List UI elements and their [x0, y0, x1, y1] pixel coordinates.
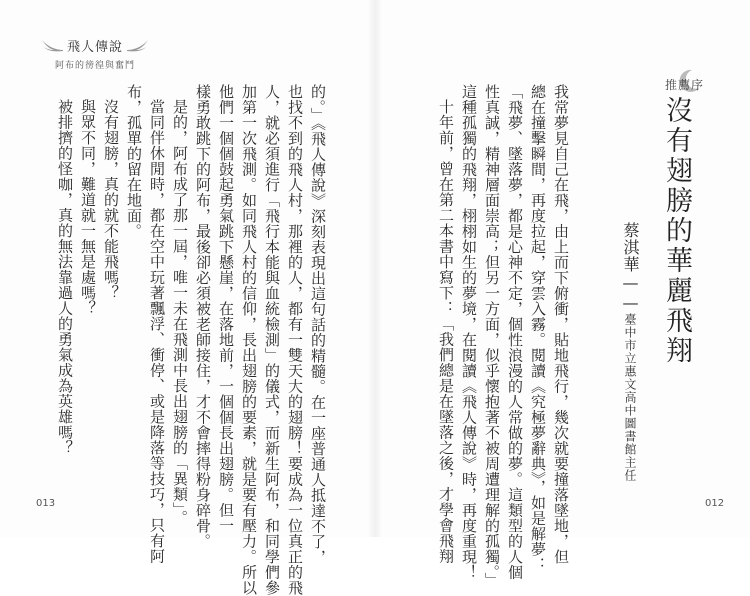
body-line: 加第一次飛測。如同飛人村的信仰，長出翅膀的要素，就是要有壓力。所以	[240, 84, 258, 596]
body-line: 總在撞擊瞬間，再度拉起，穿雲入霧。閱讀《究極夢辭典》，如是解夢：	[529, 84, 547, 573]
author-affiliation: 臺中市立惠文高中圖書館主任	[623, 313, 637, 482]
book-title: 飛人傳說	[66, 40, 123, 55]
body-line: 我常夢見自己在飛，由上而下俯衝，貼地飛行，幾次就要撞落墜地，但	[552, 84, 570, 565]
section-label: 推薦序	[665, 78, 705, 92]
body-line: 人，就必須進行「飛行本能與血統檢測」的儀式，而新生阿布，和同學們參	[263, 84, 281, 596]
body-line: 當同伴休閒時，都在空中玩著飄浮、衝停、或是降落等技巧，只有阿	[148, 99, 166, 564]
author-name: 蔡淇華	[621, 222, 640, 273]
page-number: 013	[36, 498, 56, 509]
wing-left-icon	[40, 38, 64, 54]
body-line: 性真誠，精神層面崇高；但另一方面，似乎懷抱著不被周遭理解的孤獨。」	[483, 84, 501, 588]
article-title: 沒有翅膀的華麗飛翔	[661, 96, 692, 366]
body-line: 他們一個個鼓起勇氣跳下懸崖，在落地前，一個個長出翅膀。但一	[217, 84, 235, 534]
book-subtitle: 阿布的徬徨與奮鬥	[54, 61, 135, 71]
body-line: 這種孤獨的飛翔，栩栩如生的夢境，在閱讀《飛人傳說》時，再度重現！	[460, 84, 478, 580]
body-line: 與眾不同，難道就一無是處嗎？	[79, 99, 97, 316]
wing-right-icon	[126, 38, 150, 54]
body-line: 「飛夢、墜落夢，都是心神不定，個性浪漫的人常做的夢。這類型的人個	[506, 84, 524, 580]
body-line: 十年前，曾在第二本書中寫下：「我們總是在墜落之後，才學會飛翔	[437, 99, 455, 564]
author-block	[622, 222, 638, 482]
body-line: 樣勇敢跳下的阿布，最後卻必須被老師接住，才不會摔得粉身碎骨。	[194, 84, 212, 549]
body-line: 被排擠的怪咖，真的無法靠過人的勇氣成為英雄嗎？	[56, 99, 74, 456]
author-separator: ——	[621, 273, 640, 313]
body-line: 沒有翅膀，真的就不能飛嗎？	[102, 99, 120, 301]
body-line: 是的，阿布成了那一屆，唯一未在飛測中長出翅膀的「異類」。	[171, 99, 189, 526]
right-page	[375, 0, 750, 588]
body-line: 布，孤單的留在地面。	[125, 84, 143, 239]
body-line: 的。」《飛人傳說》深刻表現出這句話的精髓。在一座普通人抵達不了，	[309, 84, 327, 565]
running-header	[40, 36, 150, 71]
body-line: 也找不到的飛人村，那裡的人，都有一雙天大的翅膀！要成為一位真正的飛	[286, 84, 304, 596]
page-number: 012	[705, 498, 725, 509]
